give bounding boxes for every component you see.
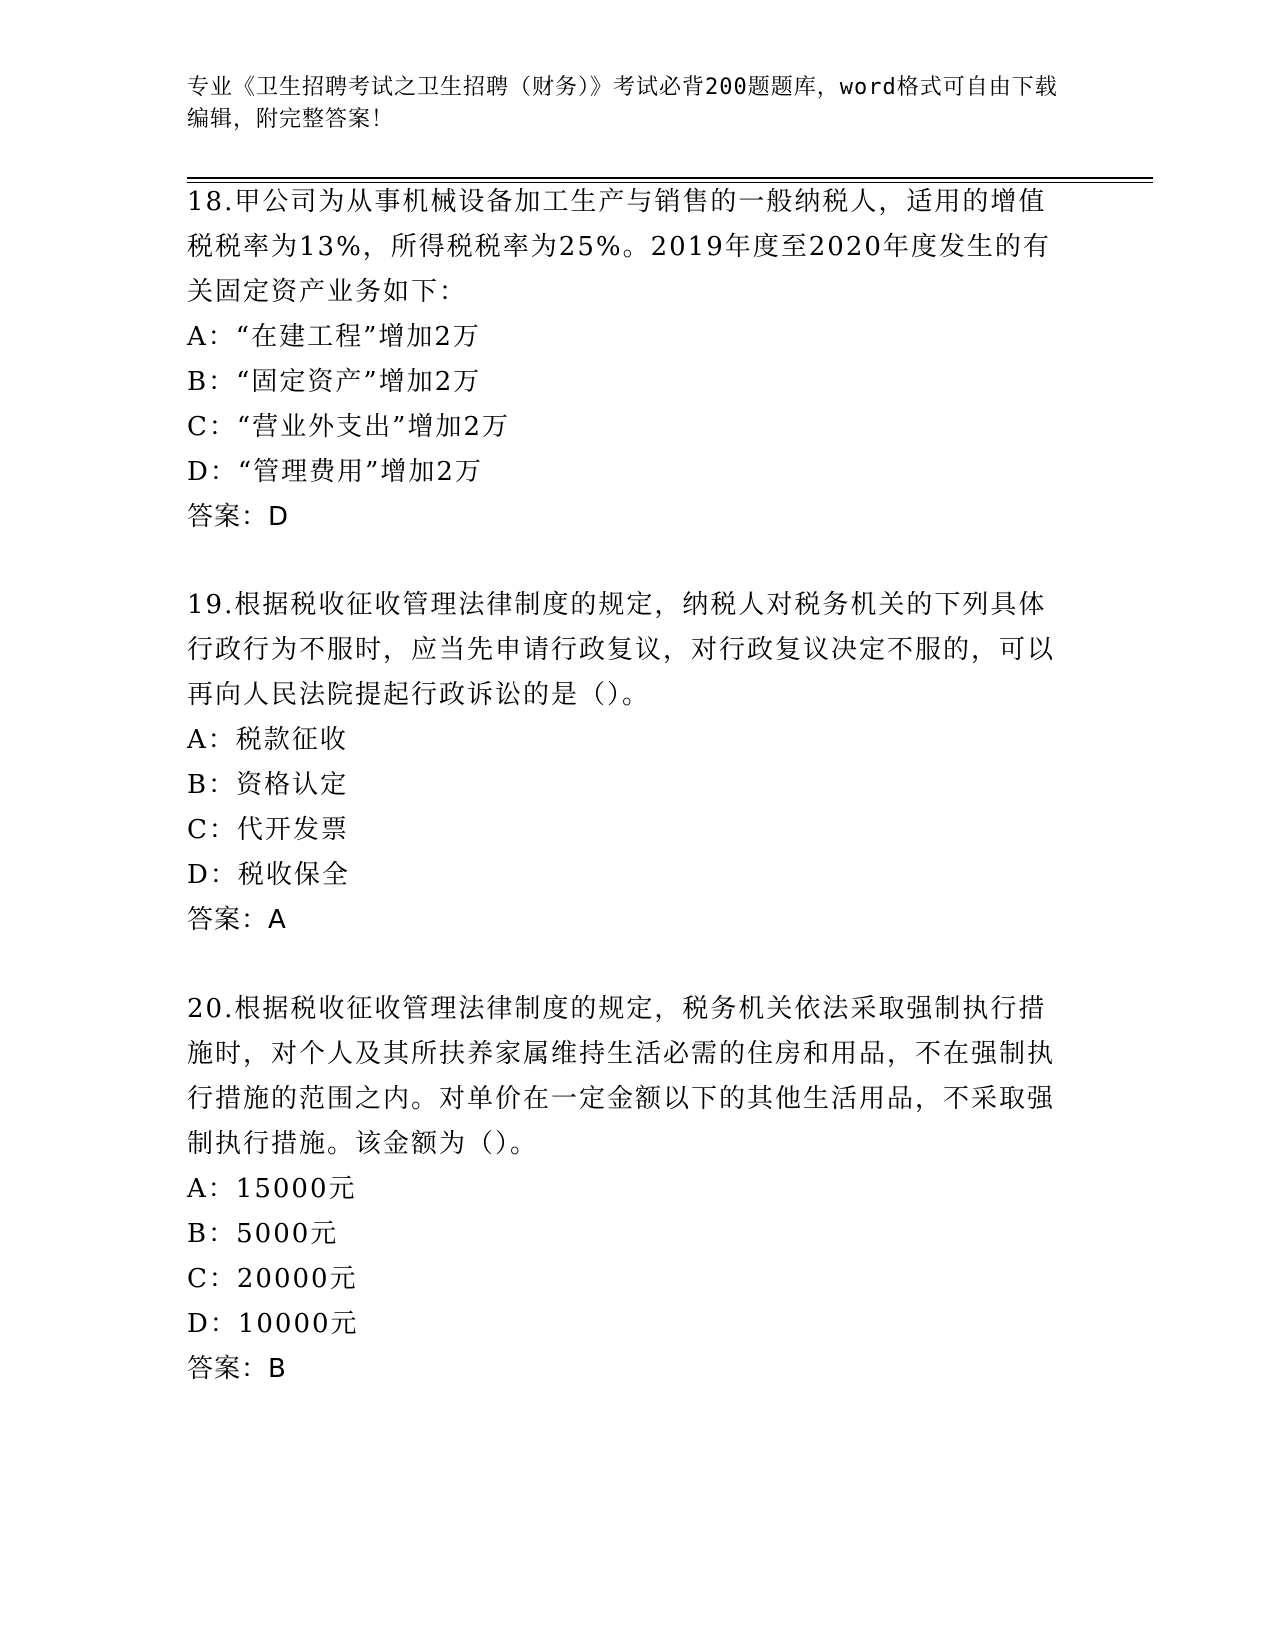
- question-stem: 20.根据税收征收管理法律制度的规定，税务机关依法采取强制执行措施时，对个人及其所扶养家属维持生活必需的住房和用品，不在强制执行措施的范围之内。对单价在一定金额以下的其他生活用品，不采取强制执行措施。该金额为（）。: [187, 994, 1056, 1159]
- option-d: D：“管理费用”增加2万: [187, 457, 483, 487]
- option-c: C：20000元: [187, 1264, 358, 1294]
- option-a: A：税款征收: [187, 725, 348, 755]
- option-a: A：“在建工程”增加2万: [187, 322, 481, 352]
- answer-line: 答案：A: [187, 905, 287, 935]
- option-d: D：税收保全: [187, 860, 350, 890]
- option-b: B：资格认定: [187, 770, 349, 800]
- document-header: 专业《卫生招聘考试之卫生招聘（财务）》考试必背200题题库，word格式可自由下载编辑，附完整答案！: [187, 75, 1058, 132]
- answer-line: 答案：B: [187, 1354, 287, 1384]
- option-d: D：10000元: [187, 1309, 359, 1339]
- question-stem: 18.甲公司为从事机械设备加工生产与销售的一般纳税人，适用的增值税税率为13%，所得税税率为25%。2019年度至2020年度发生的有关固定资产业务如下：: [187, 187, 1051, 307]
- question-19: [187, 583, 1067, 943]
- header-divider-thick: [187, 177, 1153, 179]
- question-20: [187, 987, 1067, 1392]
- question-stem: 19.根据税收征收管理法律制度的规定，纳税人对税务机关的下列具体行政行为不服时，应当先申请行政复议，对行政复议决定不服的，可以再向人民法院提起行政诉讼的是（）。: [187, 590, 1056, 710]
- option-c: C：代开发票: [187, 815, 349, 845]
- option-b: B：“固定资产”增加2万: [187, 367, 482, 397]
- option-a: A：15000元: [187, 1174, 357, 1204]
- question-18: [187, 180, 1067, 540]
- option-b: B：5000元: [187, 1219, 339, 1249]
- option-c: C：“营业外支出”增加2万: [187, 412, 511, 442]
- answer-line: 答案：D: [187, 502, 290, 532]
